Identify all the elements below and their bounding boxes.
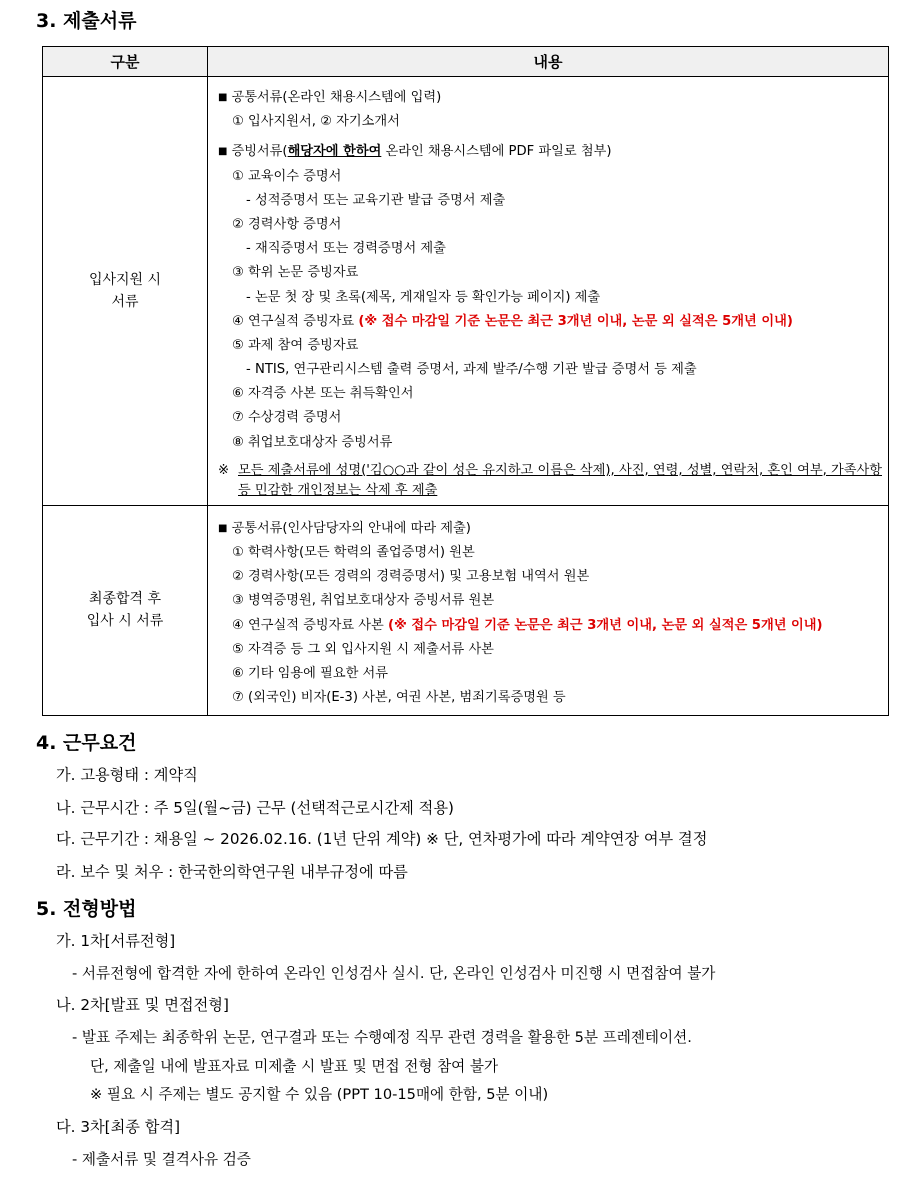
list-item: ④ 연구실적 증빙자료 사본 (※ 접수 마감일 기준 논문은 최근 3개년 이내, 논문 외 실적은 5개년 이내) — [232, 617, 823, 633]
list-item: - 재직증명서 또는 경력증명서 제출 — [246, 241, 446, 257]
list-item: - 성적증명서 또는 교육기관 발급 증명서 제출 — [246, 192, 506, 208]
deadline-note: (※ 접수 마감일 기준 논문은 최근 3개년 이내, 논문 외 실적은 5개년 이내) — [387, 617, 823, 633]
list-item: ② 경력사항 증명서 — [232, 216, 342, 232]
emphasis-text: 해당자에 한하여 — [287, 144, 382, 160]
list-item: ② 경력사항(모든 경력의 경력증명서) 및 고용보험 내역서 원본 — [232, 569, 590, 585]
section-3-heading: 3. 제출서류 — [36, 10, 137, 32]
work-condition-employment-type: 가. 고용형태 : 계약직 — [56, 766, 198, 784]
row-content-application — [208, 77, 889, 506]
square-bullet-icon: ■ — [218, 146, 228, 158]
list-item: ① 교육이수 증명서 — [232, 168, 342, 184]
column-header-category: 구분 — [43, 47, 208, 77]
documents-table — [42, 46, 889, 716]
stage-2-detail: 단, 제출일 내에 발표자료 미제출 시 발표 및 면접 전형 참여 불가 — [90, 1058, 499, 1075]
stage-1-detail: - 서류전형에 합격한 자에 한하여 온라인 인성검사 실시. 단, 온라인 인성검사 미진행 시 면접참여 불가 — [72, 965, 716, 982]
stage-3-title: 다. 3차[최종 합격] — [56, 1118, 181, 1136]
privacy-note — [218, 461, 882, 501]
list-item: ① 입사지원서, ② 자기소개서 — [232, 114, 400, 130]
row-label-line: 서류 — [111, 293, 139, 310]
stage-3-detail: - 제출서류 및 결격사유 검증 — [72, 1151, 251, 1168]
work-condition-period: 다. 근무기간 : 채용일 ~ 2026.02.16. (1년 단위 계약) ※ 단, 연차평가에 따라 계약연장 여부 결정 — [56, 830, 708, 848]
list-item: ■ 공통서류(인사담당자의 안내에 따라 제출) — [218, 520, 471, 536]
list-item: ③ 학위 논문 증빙자료 — [232, 265, 359, 281]
list-item: ⑦ (외국인) 비자(E-3) 사본, 여권 사본, 범죄기록증명원 등 — [232, 690, 566, 706]
square-bullet-icon: ■ — [218, 92, 228, 103]
list-item: - 논문 첫 장 및 초록(제목, 게재일자 등 확인가능 페이지) 제출 — [246, 289, 601, 305]
list-item: ⑥ 자격증 사본 또는 취득확인서 — [232, 386, 414, 402]
row-label-line: 입사지원 시 — [88, 271, 162, 288]
list-item: ⑦ 수상경력 증명서 — [232, 410, 342, 426]
deadline-note: (※ 접수 마감일 기준 논문은 최근 3개년 이내, 논문 외 실적은 5개년 이내) — [358, 313, 793, 329]
row-label-line: 최종합격 후 — [88, 591, 162, 608]
work-condition-pay: 라. 보수 및 처우 : 한국한의학연구원 내부규정에 따름 — [56, 863, 408, 881]
stage-2-detail: - 발표 주제는 최종학위 논문, 연구결과 또는 수행예정 직무 관련 경력을 활용한 5분 프레젠테이션. — [72, 1029, 692, 1046]
list-item: ⑥ 기타 임용에 필요한 서류 — [232, 665, 388, 681]
list-item: ① 학력사항(모든 학력의 졸업증명서) 원본 — [232, 545, 475, 560]
column-header-content: 내용 — [208, 47, 889, 77]
list-item: ⑤ 자격증 등 그 외 입사지원 시 제출서류 사본 — [232, 641, 494, 657]
square-bullet-icon: ■ — [218, 522, 228, 534]
section-5-heading: 5. 전형방법 — [36, 898, 137, 920]
row-label-final — [43, 505, 208, 715]
list-item: ⑤ 과제 참여 증빙자료 — [232, 337, 359, 353]
list-item: - NTIS, 연구관리시스템 출력 증명서, 과제 발주/수행 기관 발급 증명서 등 제출 — [246, 362, 697, 378]
stage-2-title: 나. 2차[발표 및 면접전형] — [56, 996, 229, 1014]
list-item: ■ 증빙서류(해당자에 한하여 온라인 채용시스템에 PDF 파일로 첨부) — [218, 144, 612, 160]
list-item: ④ 연구실적 증빙자료 (※ 접수 마감일 기준 논문은 최근 3개년 이내, 논문 외 실적은 5개년 이내) — [232, 313, 793, 329]
work-condition-hours: 나. 근무시간 : 주 5일(월~금) 근무 (선택적근로시간제 적용) — [56, 799, 454, 817]
row-label-application — [43, 77, 208, 506]
list-item: ■ 공통서류(온라인 채용시스템에 입력) — [218, 90, 442, 105]
section-4-heading: 4. 근무요건 — [36, 732, 137, 754]
table-row — [43, 505, 889, 715]
stage-2-note: ※ 필요 시 주제는 별도 공지할 수 있음 (PPT 10-15매에 한함, 5분 이내) — [90, 1086, 549, 1103]
list-item: ③ 병역증명원, 취업보호대상자 증빙서류 원본 — [232, 593, 495, 609]
note-text: 모든 제출서류에 성명('김○○과 같이 성은 유지하고 이름은 삭제), 사진, 연령, 성별, 연락처, 혼인 여부, 가족사항 등 민감한 개인정보는 삭제 후 제출 — [238, 462, 882, 498]
table-row — [43, 77, 889, 506]
table-header-row — [43, 47, 889, 77]
row-content-final — [208, 505, 889, 715]
note-mark: ※ — [218, 462, 230, 478]
stage-1-title: 가. 1차[서류전형] — [56, 932, 176, 950]
list-item: ⑧ 취업보호대상자 증빙서류 — [232, 434, 393, 450]
row-label-line: 입사 시 서류 — [86, 613, 164, 630]
